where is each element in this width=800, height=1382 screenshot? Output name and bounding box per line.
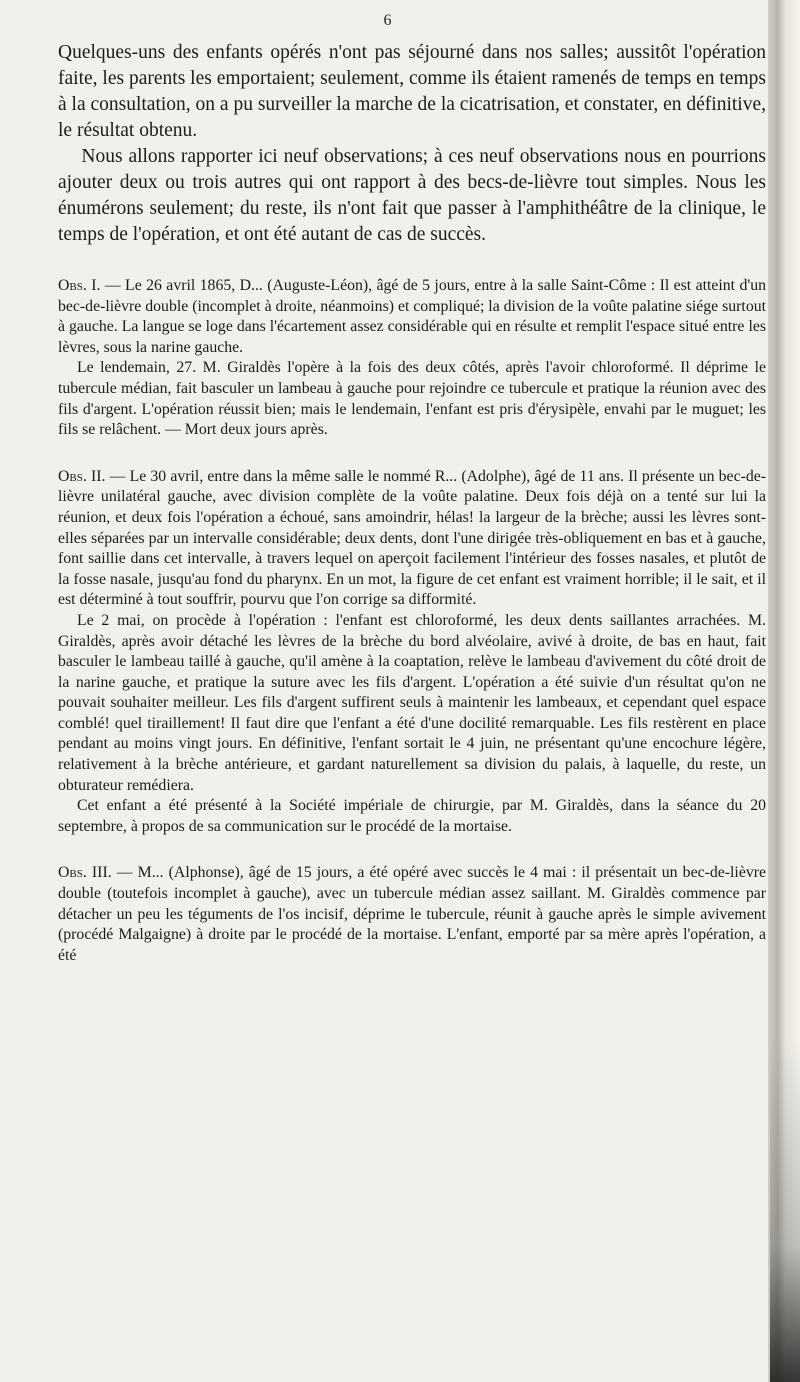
observation-text: — Le 26 avril 1865, D... (Auguste-Léon), âgé de 5 jours, entre à la salle Saint-Côme : Il est atteint d'un bec-de-lièvre double (incomplet à droite, néanmoins) et compliqué; la division de la voûte palatine siége surtout à gauche. La langue se loge dans l'écartement assez considérable qui en résulte et remplit l'espace situé entre les lèvres, sous la narine gauche. bbox=[58, 277, 767, 356]
observation-paragraph bbox=[58, 863, 766, 966]
intro-paragraph: Quelques-uns des enfants opérés n'ont pas séjourné dans nos salles; aussitôt l'opération faite, les parents les emportaient; seulement, comme ils étaient ramenés de temps en temps à la consultation, on a pu surveiller la marche de la cicatrisation, et constater, en définitive, le résultat obtenu. bbox=[58, 42, 766, 141]
intro-section bbox=[58, 40, 766, 248]
intro-paragraph: Nous allons rapporter ici neuf observations; à ces neuf observations nous en pourrions ajouter deux ou trois autres qui ont rapport à des becs-de-lièvre tout simples. Nous les énumérons seulement; du reste, ils n'ont fait que passer à l'amphithéâtre de la clinique, le temps de l'opération, et ont été autant de cas de succès. bbox=[58, 146, 766, 245]
observation-3 bbox=[58, 863, 766, 966]
observation-paragraph bbox=[58, 276, 766, 358]
page-text bbox=[58, 40, 766, 966]
observation-label: Obs. III. bbox=[58, 864, 112, 882]
observation-paragraph bbox=[58, 467, 766, 611]
page-number: 6 bbox=[383, 12, 393, 29]
observation-1 bbox=[58, 276, 766, 441]
observation-text: — M... (Alphonse), âgé de 15 jours, a été opéré avec succès le 4 mai : il présentait un bec-de-lièvre double (toutefois incomplet à gauche), avec un tubercule médian assez saillant. M. Giraldès commence par détacher un peu les téguments de l'os incisif, déprime le tubercule, réunit à gauche après le simple avivement (procédé Malgaigne) à droite par le procédé de la mortaise. L'enfant, emporté par sa mère après l'opération, a été bbox=[58, 864, 766, 964]
observation-paragraph: Cet enfant a été présenté à la Société impériale de chirurgie, par M. Giraldès, dans la séance du 20 septembre, à propos de sa communication sur le procédé de la mortaise. bbox=[58, 797, 766, 835]
observation-label: Obs. I. bbox=[58, 277, 101, 294]
page-edge-shadow bbox=[770, 1040, 800, 1382]
observation-paragraph: Le lendemain, 27. M. Giraldès l'opère à la fois des deux côtés, après l'avoir chloroformé. Il déprime le tubercule médian, fait basculer un lambeau à gauche pour rejoindre ce tubercule et pratique la réunion avec des fils d'argent. L'opération réussit bien; mais le lendemain, l'enfant est pris d'érysipèle, envahi par le muguet; les fils se relâchent. — Mort deux jours après. bbox=[58, 359, 766, 439]
observation-paragraph: Le 2 mai, on procède à l'opération : l'enfant est chloroformé, les deux dents saillantes arrachées. M. Giraldès, après avoir détaché les lèvres de la brèche du bord alvéolaire, avivé à droite, de bas en haut, fait basculer le lambeau taillé à gauche, qu'il amène à la coaptation, relève le lambeau d'avivement du côté droit de la narine gauche, et pratique la suture avec les fils d'argent. L'opération a été suivie d'un résultat qu'on ne pouvait souhaiter meilleur. Les fils d'argent suffirent seuls à maintenir les lambeaux, et cependant quel espace comblé! quel tiraillement! Il faut dire que l'enfant a été d'une docilité remarquable. Les fils restèrent en place pendant au moins vingt jours. En définitive, l'enfant sortait le 4 juin, ne présentant qu'une encochure légère, relativement à la brèche antérieure, et gardant naturellement sa division du palais, à laquelle, du reste, un obturateur remédiera. bbox=[58, 611, 766, 794]
observation-2 bbox=[58, 467, 766, 838]
observation-label: Obs. II. bbox=[58, 467, 106, 485]
observation-text: — Le 30 avril, entre dans la même salle le nommé R... (Adolphe), âgé de 11 ans. Il présente un bec-de-lièvre unilatéral gauche, avec division complète de la voûte palatine. Deux fois déjà on a tenté sur lui la réunion, et deux fois l'opération a échoué, sans amoindrir, hélas! la largeur de la brèche; aussi les lèvres sont-elles séparées par un intervalle considérable; deux dents, dont l'une dirigée très-obliquement en bas et à gauche, font saillie dans cet intervalle, à travers lequel on aperçoit facilement l'intérieur des fosses nasales, et plutôt de la fosse nasale, jusqu'au fond du pharynx. En un mot, la figure de cet enfant est vraiment horrible; il le sait, et il est déterminé à tout souffrir, pourvu que l'on corrige sa difformité. bbox=[58, 467, 767, 609]
